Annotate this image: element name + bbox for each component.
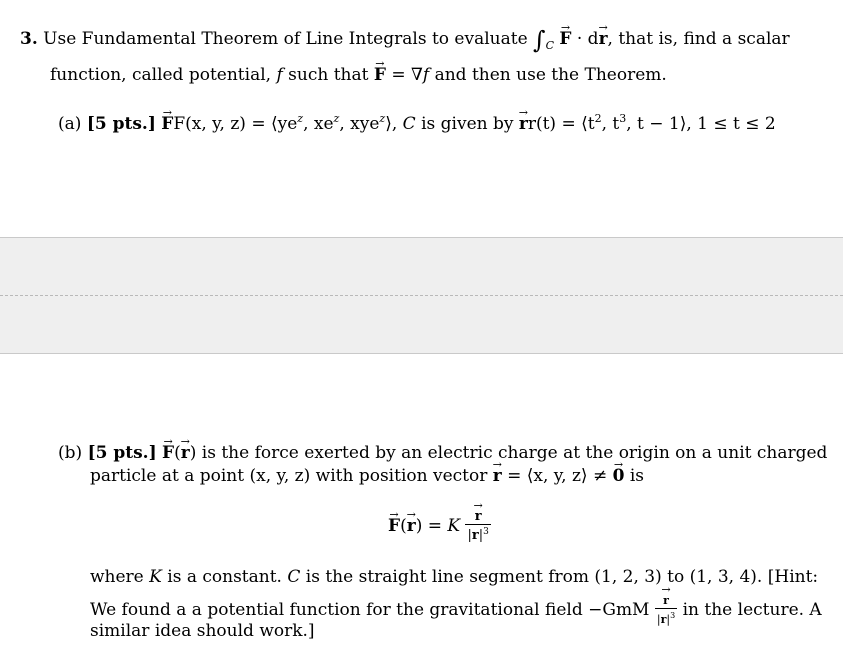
gravity-fraction: → $\frac{r}{|r|^3}$: [655, 594, 677, 627]
formula-fraction: → $\frac{r}{|r|^3}$: [465, 510, 490, 543]
part-a-given: is given by: [421, 114, 514, 134]
part-b-line2: particle at a point (x, y, z) with position vector → r = ⟨x, y, z⟩ ≠ → 0 is: [90, 465, 644, 487]
part-b-line4: We found a a potential function for the gravitational field −GmM → $\frac{r}{|r|^3}$ in the lecture. A: [90, 594, 822, 627]
question-intro-tail: , that is, find a scalar: [607, 29, 790, 49]
part-a-points: [5 pts.]: [86, 114, 156, 134]
part-a-label: (a): [58, 114, 82, 134]
part-a-statement: [58, 108, 776, 135]
vector-F: → F: [559, 28, 571, 50]
part-b-label: (b): [58, 443, 83, 463]
question-number: 3.: [20, 29, 38, 49]
intro-line2-a: function, called potential,: [50, 65, 272, 85]
page-break-line: [0, 295, 843, 296]
question-3-line2: function, called potential, f such that → F = ∇f and then use the Theorem.: [50, 64, 667, 86]
part-b-points: [5 pts.]: [87, 443, 157, 463]
question-3-line1: 3. Use Fundamental Theorem of Line Integrals to evaluate $\int_C \to F \cdot d\to r$, that is, find a scalar: [20, 28, 790, 57]
intro-line2-c: and then use the Theorem.: [434, 65, 667, 85]
question-intro: Use Fundamental Theorem of Line Integrals to evaluate: [43, 29, 528, 49]
integral-subscript: C: [545, 39, 554, 52]
integral-sign: ∫: [533, 26, 546, 54]
part-a-parametrization: → $rr(t) = ⟨t^2$, $t^3$, t − 1⟩, 1 ≤ t ≤ 2: [519, 114, 776, 134]
part-b-line3: where K is a constant. C is the straight line segment from (1, 2, 3) to (1, 3, 4). [Hint:: [90, 567, 819, 587]
vector-r: → r: [599, 28, 608, 50]
coulomb-formula: → F(→ r) = K → $\frac{r}{|r|^3}$: [388, 510, 491, 543]
part-b-desc: is the force exerted by an electric charge at the origin on a unit charged: [201, 443, 828, 463]
part-b-line5: similar idea should work.]: [90, 621, 315, 641]
intro-line2-b: such that: [288, 65, 369, 85]
curve-name: C: [402, 114, 416, 134]
part-a-field: → FF(x, y, $z) = ⟨ye^z$, $xe^z$, xye$^z$⟩,: [161, 114, 402, 134]
part-b-line1: (b) [5 pts.] → F(→ r) is the force exerted by an electric charge at the origin on a unit charged: [58, 442, 827, 464]
